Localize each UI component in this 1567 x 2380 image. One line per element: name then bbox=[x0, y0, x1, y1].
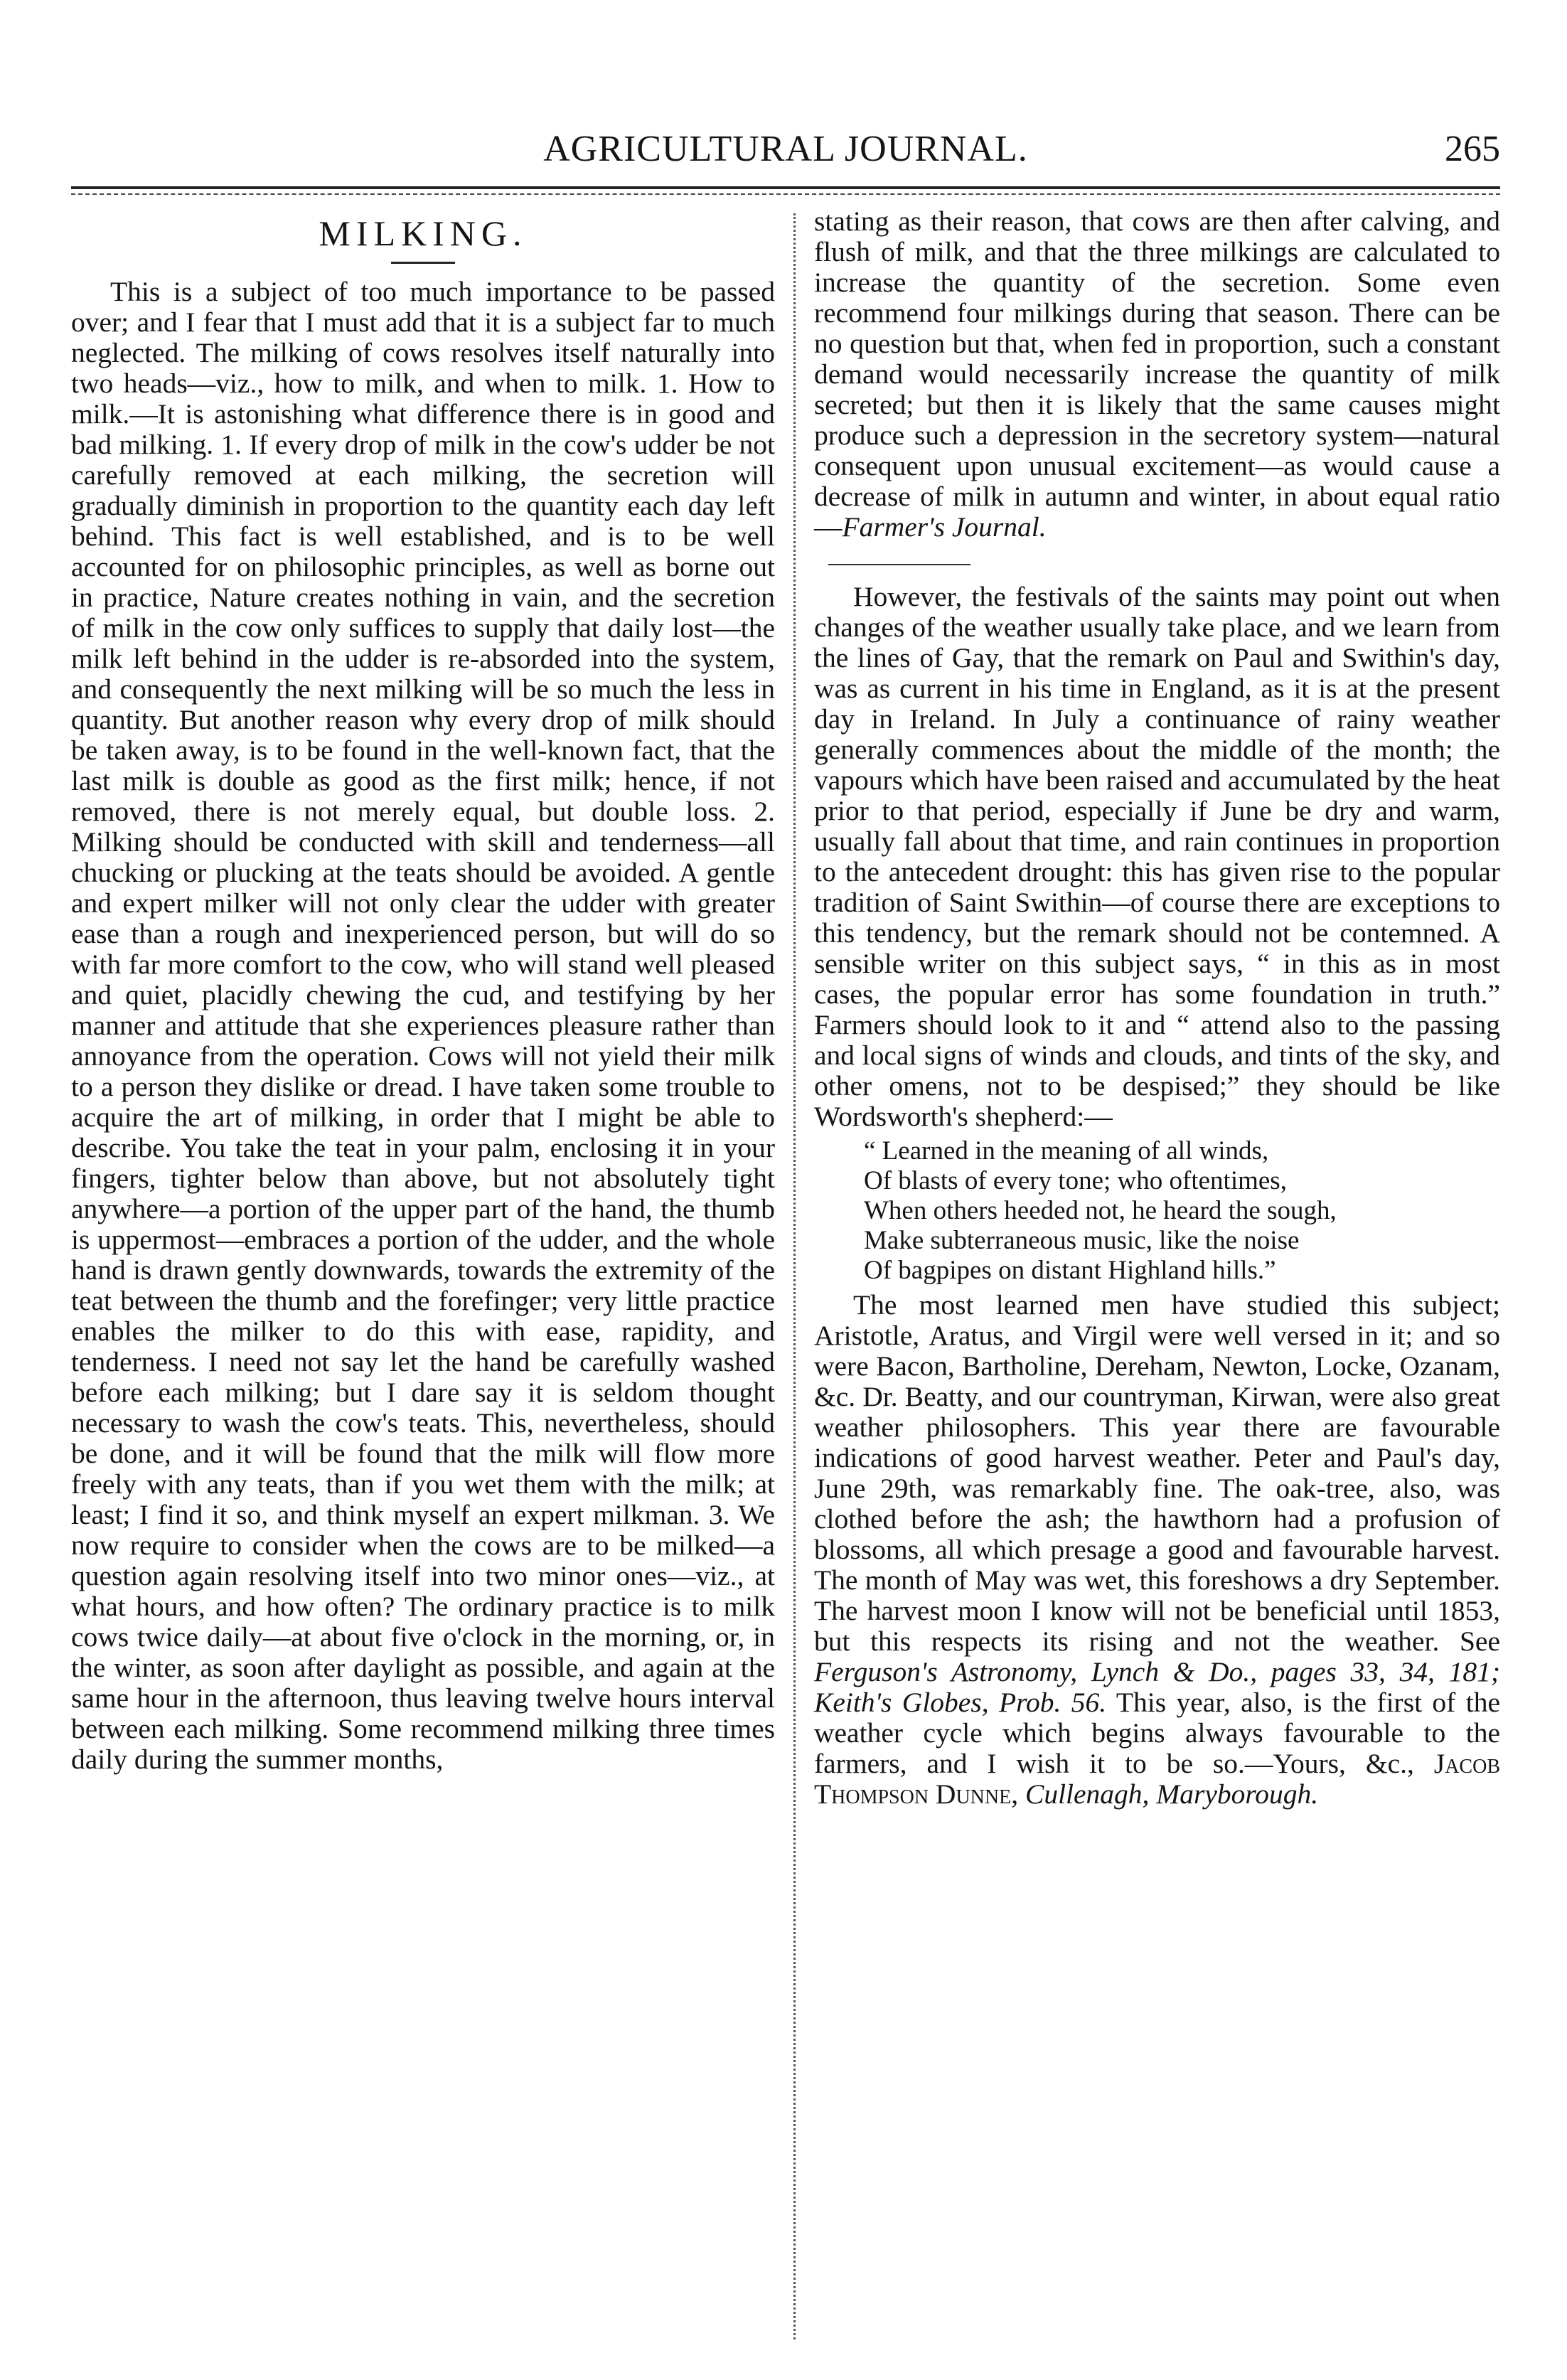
weather-paragraph-2-tail: This year, also, is the first of the weather cycle which begins always favourable to the farmers, and I wish it to be so.—Yours, &c., bbox=[814, 1687, 1500, 1779]
page-number: 265 bbox=[1445, 129, 1500, 169]
verse-line: Of blasts of every tone; who oftentimes, bbox=[864, 1166, 1287, 1195]
weather-paragraph-1: However, the festivals of the saints may point out when changes of the weather usually take place, and we learn from the lines of Gay, that the remark on Paul and Swithin's day, was as current in his time in England, as it is at the present day in Ireland. In July a continuance of rainy weather generally commences about the middle of the month; the vapours which have been raised and accumulated by the heat prior to that period, especially if June be dry and warm, usually fall about that time, and rain continues in proportion to the antecedent drought: this has given rise to the popular tradition of Saint Swithin—of course there are exceptions to this tendency, but the remark should not be contemned. A sensible writer on this subject says, “ in this as in most cases, the popular error has some foundation in truth.” Farmers should look to it and “ attend also to the passing and local signs of winds and clouds, and tints of the sky, and other omens, not to be despised;” they should be like Wordsworth's shepherd:— bbox=[814, 581, 1500, 1132]
running-head bbox=[71, 128, 1500, 178]
author-place: Cullenagh, Maryborough. bbox=[1018, 1778, 1319, 1810]
verse-line: When others heeded not, he heard the sough, bbox=[864, 1196, 1337, 1225]
weather-paragraph-2 bbox=[814, 1290, 1500, 1810]
verse-line: “ Learned in the meaning of all winds, bbox=[864, 1136, 1269, 1165]
section-break bbox=[814, 543, 1500, 582]
author-signature: Jacob Thompson Dunne, bbox=[814, 1748, 1500, 1810]
continuation-text: stating as their reason, that cows are then after calving, and flush of milk, and that the three milkings are calculated to increase the quantity of the secretion. Some even recommend four milkings during that season. There can be no question but that, when fed in proportion, such a constant demand would necessarily increase the quantity of milk secreted; but then it is likely that the same causes might produce such a depression in the secretory system—natural consequent upon unusual excitement—as would cause a decrease of milk in autumn and winter, in about equal ratio — bbox=[814, 206, 1500, 543]
milking-paragraph: This is a subject of too much importance to be passed over; and I fear that I must add that it is a subject far to much neglected. The milking of cows resolves itself naturally into two heads—viz., how to milk, and when to milk. 1. How to milk.—It is astonishing what difference there is in good and bad milking. 1. If every drop of milk in the cow's udder be not carefully removed at each milking, the secretion will gradually diminish in proportion to the quantity each day left behind. This fact is well established, and is to be well accounted for on philosophic principles, as well as borne out in practice, Nature creates nothing in vain, and the secretion of milk in the cow only suffices to supply that daily lost—the milk left behind in the udder is re-absorded into the system, and consequently the next milking will be so much the less in quantity. But another reason why every drop of milk should be taken away, is to be found in the well-known fact, that the last milk is double as good as the first milk; hence, if not removed, there is not merely equal, but double loss. 2. Milking should be conducted with skill and tenderness—all chucking or plucking at the teats should be avoided. A gentle and expert milker will not only clear the udder with greater ease than a rough and inexperienced person, but will do so with far more comfort to the cow, who will stand well pleased and quiet, placidly chewing the cud, and testifying by her manner and attitude that she experiences pleasure rather than annoyance from the operation. Cows will not yield their milk to a person they dislike or dread. I have taken some trouble to acquire the art of milking, in order that I might be able to describe. You take the teat in your palm, enclosing it in your fingers, tighter below than above, but not absolutely tight anywhere—a portion of the upper part of the hand, the thumb is uppermost—embraces a portion of the udder, and the whole hand is drawn gently downwards, towards the extremity of the teat between the thumb and the forefinger; very little practice enables the milker to do this with ease, rapidity, and tenderness. I need not say let the hand be carefully washed before each milking; but I dare say it is seldom thought necessary to wash the cow's teats. This, nevertheless, should be done, and it will be found that the milk will flow more freely with any teats, than if you wet them with the milk; at least; I find it so, and think myself an expert milkman. 3. We now require to consider when the cows are to be milked—a question again resolving itself into two minor ones—viz., at what hours, and how often? The ordinary practice is to milk cows twice daily—at about five o'clock in the morning, or, in the winter, as soon after daylight as possible, and again at the same hour in the afternoon, thus leaving twelve hours interval between each milking. Some recommend milking three times daily during the summer months, bbox=[71, 276, 775, 1775]
wordsworth-verse bbox=[864, 1136, 1500, 1286]
title-rule bbox=[391, 262, 455, 264]
section-break-rule bbox=[828, 564, 970, 565]
weather-paragraph-2-text: The most learned men have studied this subject; Aristotle, Aratus, and Virgil were well versed in it; and so were Bacon, Bartholine, Dereham, Newton, Locke, Ozanam, &c. Dr. Beatty, and our countryman, Kirwan, were also great weather philosophers. This year there are favourable indications of good harvest weather. Peter and Paul's day, June 29th, was remarkably fine. The oak-tree, also, was clothed before the ash; the hawthorn had a profusion of blossoms, all which presage a good and favourable harvest. The month of May was wet, this foreshows a dry September. The harvest moon I know will not be beneficial until 1853, but this respects its rising and not the weather. See bbox=[814, 1289, 1500, 1657]
verse-line: Of bagpipes on distant Highland hills.” bbox=[864, 1256, 1276, 1285]
right-column bbox=[814, 206, 1500, 1810]
column-divider bbox=[793, 213, 796, 2339]
journal-title: AGRICULTURAL JOURNAL. bbox=[543, 129, 1028, 169]
header-rule-secondary bbox=[71, 193, 1500, 195]
reference-citation: Ferguson's Astronomy, Lynch & Do., pages 33, 34, 181; Keith's Globes, Prob. 56. bbox=[814, 1656, 1500, 1718]
verse-line: Make subterraneous music, like the noise bbox=[864, 1226, 1300, 1255]
milking-continuation bbox=[814, 206, 1500, 543]
left-column bbox=[71, 206, 775, 1775]
article-title: MILKING. bbox=[319, 213, 528, 253]
source-credit: Farmer's Journal. bbox=[842, 511, 1047, 543]
header-rule bbox=[71, 186, 1500, 189]
